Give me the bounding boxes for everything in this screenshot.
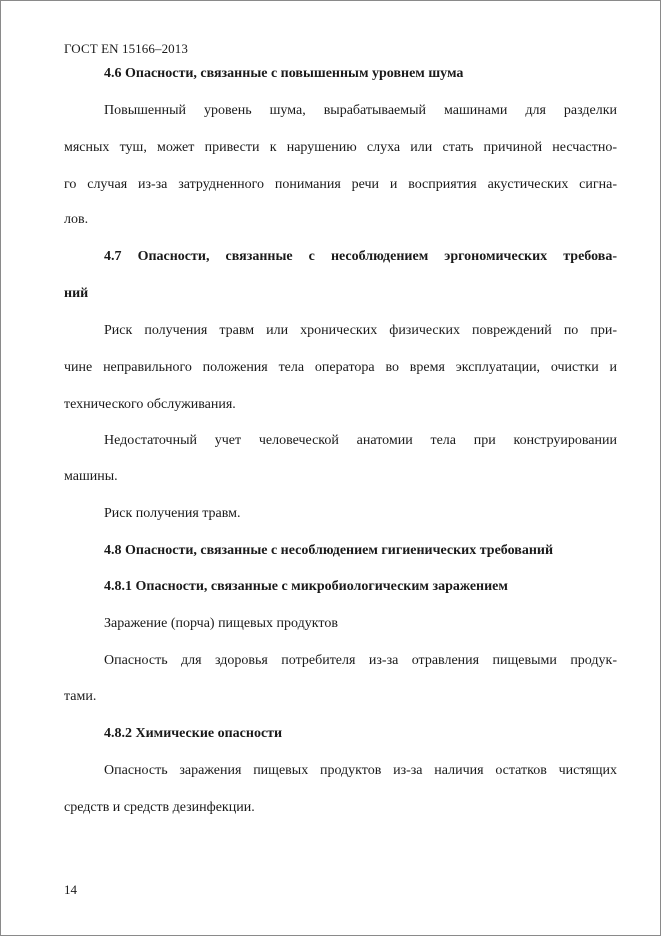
- paragraph-line: Недостаточный учет человеческой анатомии тела при конструировании: [104, 433, 617, 448]
- paragraph-line: Риск получения травм.: [104, 506, 241, 521]
- page-number: 14: [64, 882, 77, 897]
- section-heading-4-7: 4.7 Опасности, связанные с несоблюдением эргономических требова-: [104, 249, 617, 264]
- paragraph-line: Опасность заражения пищевых продуктов из-за наличия остатков чистящих: [104, 763, 617, 778]
- paragraph-line: технического обслуживания.: [64, 397, 236, 412]
- paragraph-line: средств и средств дезинфекции.: [64, 800, 255, 815]
- paragraph-line: чине неправильного положения тела оператора во время эксплуатации, очистки и: [64, 360, 617, 375]
- paragraph-line: лов.: [64, 212, 89, 227]
- paragraph-line: Заражение (порча) пищевых продуктов: [104, 616, 338, 631]
- section-heading-4-7-cont: ний: [64, 286, 89, 301]
- paragraph-line: Повышенный уровень шума, вырабатываемый машинами для разделки: [104, 103, 617, 118]
- paragraph-line: Риск получения травм или хронических физических повреждений по при-: [104, 323, 617, 338]
- section-heading-4-8-1: 4.8.1 Опасности, связанные с микробиологическим заражением: [104, 579, 508, 594]
- paragraph-line: мясных туш, может привести к нарушению слуха или стать причиной несчастно-: [64, 140, 617, 155]
- paragraph-line: машины.: [64, 469, 118, 484]
- section-heading-4-8: 4.8 Опасности, связанные с несоблюдением гигиенических требований: [104, 543, 554, 558]
- paragraph-line: Опасность для здоровья потребителя из-за отравления пищевыми продук-: [104, 653, 617, 668]
- section-heading-4-6: 4.6 Опасности, связанные с повышенным уровнем шума: [104, 66, 464, 81]
- paragraph-line: тами.: [64, 689, 97, 704]
- document-header: ГОСТ EN 15166–2013: [64, 41, 188, 56]
- section-heading-4-8-2: 4.8.2 Химические опасности: [104, 726, 283, 741]
- paragraph-line: го случая из-за затрудненного понимания речи и восприятия акустических сигна-: [64, 177, 617, 192]
